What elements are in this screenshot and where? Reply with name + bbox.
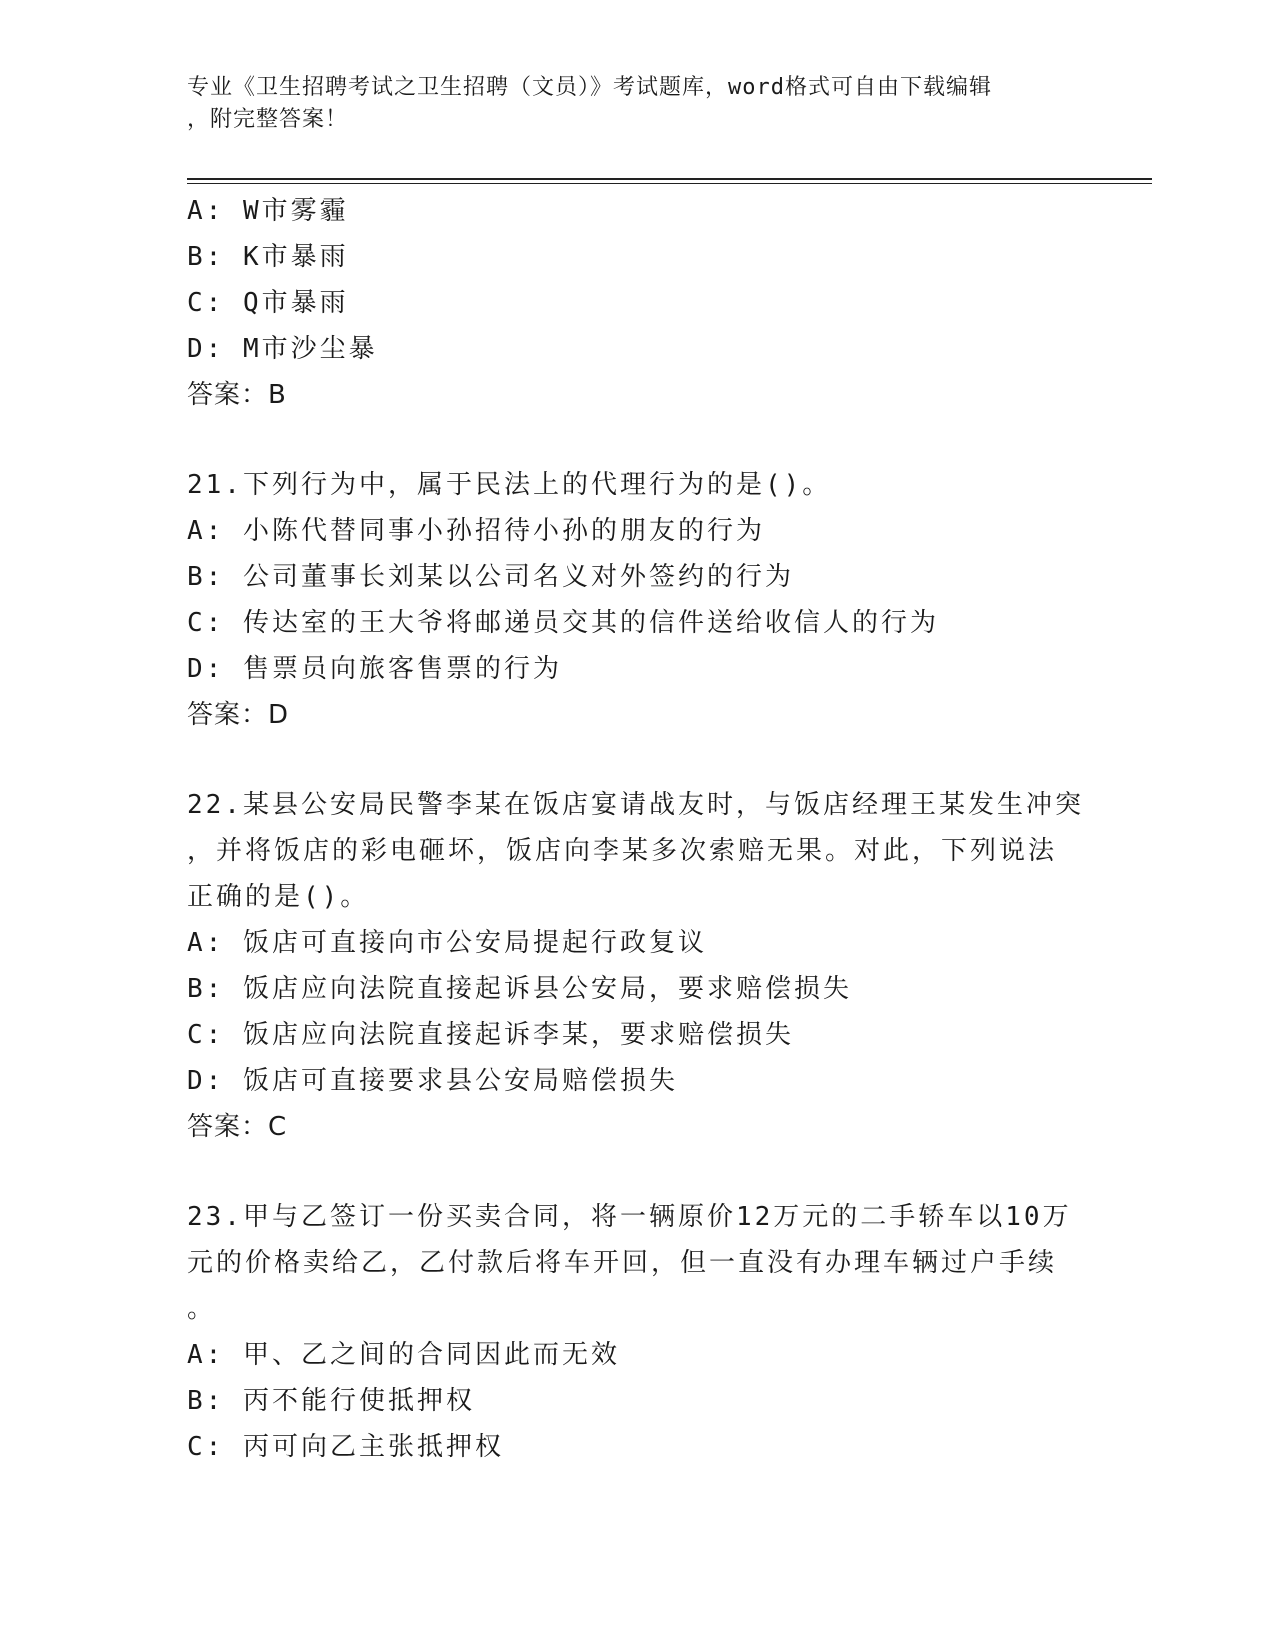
option-b: B: 丙不能行使抵押权 (187, 1386, 475, 1416)
question-list (187, 188, 1087, 1470)
question-stem: 正确的是()。 (187, 882, 370, 912)
header-divider (187, 183, 1152, 184)
question-stem: ，并将饭店的彩电砸坏，饭店向李某多次索赔无果。对此，下列说法 (187, 836, 1058, 866)
option-c: C: 传达室的王大爷将邮递员交其的信件送给收信人的行为 (187, 608, 939, 638)
option-a: A: 甲、乙之间的合同因此而无效 (187, 1340, 620, 1370)
option-c: C: 饭店应向法院直接起诉李某，要求赔偿损失 (187, 1020, 794, 1050)
header-divider (187, 178, 1152, 180)
option-d: D: 售票员向旅客售票的行为 (187, 654, 562, 684)
question-21 (187, 462, 1087, 738)
option-c: C: Q市暴雨 (187, 288, 349, 318)
question-23 (187, 1194, 1087, 1470)
header-line: 专业《卫生招聘考试之卫生招聘（文员）》考试题库，word格式可自由下载编辑 (187, 75, 992, 100)
question-22 (187, 782, 1087, 1150)
option-c: C: 丙可向乙主张抵押权 (187, 1432, 504, 1462)
option-a: A: 小陈代替同事小孙招待小孙的朋友的行为 (187, 516, 765, 546)
option-a: A: 饭店可直接向市公安局提起行政复议 (187, 928, 707, 958)
option-d: D: M市沙尘暴 (187, 334, 378, 364)
option-a: A: W市雾霾 (187, 196, 349, 226)
question-stem: 元的价格卖给乙，乙付款后将车开回，但一直没有办理车辆过户手续 (187, 1248, 1058, 1278)
question-stem: 。 (187, 1294, 217, 1324)
option-b: B: 饭店应向法院直接起诉县公安局，要求赔偿损失 (187, 974, 852, 1004)
header-line: ，附完整答案！ (187, 107, 349, 132)
question-stem: 21.下列行为中，属于民法上的代理行为的是()。 (187, 470, 832, 500)
answer-line: 答案：C (187, 1112, 288, 1142)
answer-line: 答案：B (187, 380, 287, 410)
question-stem: 23.甲与乙签订一份买卖合同，将一辆原价12万元的二手轿车以10万 (187, 1202, 1072, 1232)
question-20 (187, 188, 1087, 418)
option-d: D: 饭店可直接要求县公安局赔偿损失 (187, 1066, 678, 1096)
option-b: B: 公司董事长刘某以公司名义对外签约的行为 (187, 562, 794, 592)
answer-line: 答案：D (187, 700, 290, 730)
option-b: B: K市暴雨 (187, 242, 349, 272)
document-header (187, 72, 1067, 136)
question-stem: 22.某县公安局民警李某在饭店宴请战友时，与饭店经理王某发生冲突 (187, 790, 1084, 820)
